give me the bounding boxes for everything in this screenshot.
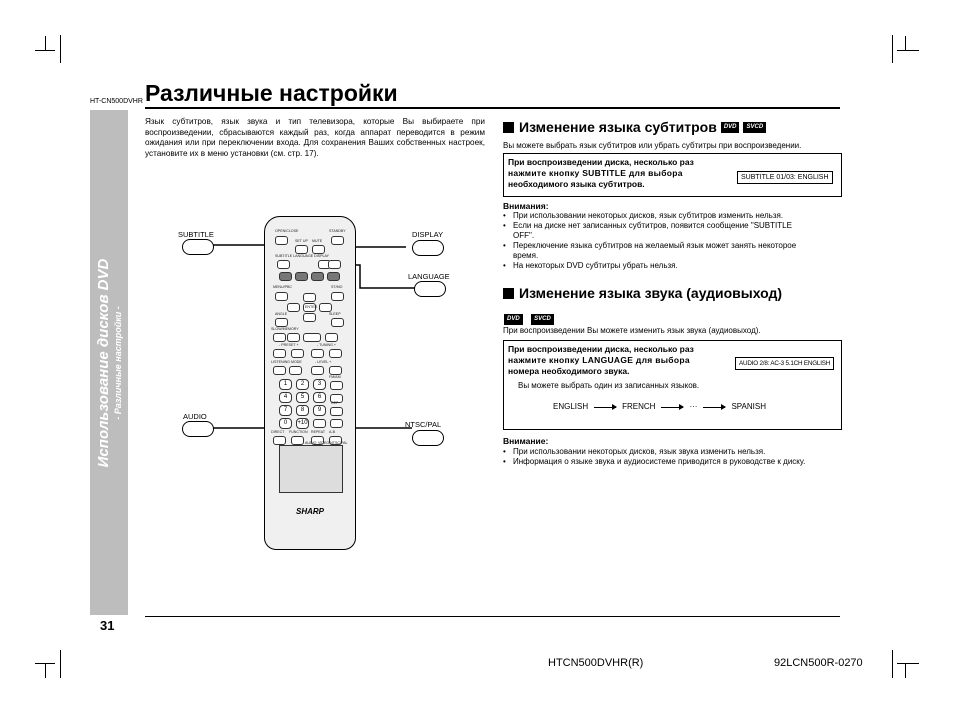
instruction-line: При воспроизведении диска, несколько раз	[508, 344, 694, 354]
note-item: • Переключение языка субтитров на желаемый язык может занять некоторое	[503, 241, 843, 251]
heading-square-icon	[503, 122, 514, 133]
num-key[interactable]: 2	[296, 379, 309, 390]
sidebar-main: Использование дисков DVD	[95, 258, 112, 467]
note-item: • При использовании некоторых дисков, язык субтитров изменить нельзя.	[503, 211, 843, 221]
play-key[interactable]	[303, 333, 321, 342]
subtitle-section-heading	[503, 119, 766, 135]
left-key[interactable]	[287, 303, 300, 312]
ntsc-pal-label: NTSC/PAL	[405, 420, 442, 429]
note-item-cont: OFF".	[513, 231, 535, 240]
angle-key[interactable]	[275, 318, 288, 327]
pause-key[interactable]	[325, 333, 338, 342]
num-key[interactable]: 8	[296, 405, 309, 416]
subtitle-instruction-box	[503, 153, 842, 197]
language-button[interactable]	[414, 281, 446, 297]
key-label: ENTER	[305, 305, 318, 309]
clear-key[interactable]	[313, 419, 326, 428]
key-label: OPEN/CLOSE	[275, 229, 299, 233]
audio-desc: При воспроизведении Вы можете изменить язык звука (аудиовыход).	[503, 326, 761, 335]
note-item: • Если на диске нет записанных субтитров, появится сообщение "SUBTITLE	[503, 221, 843, 231]
instruction-line: нажмите кнопку LANGUAGE для выбора	[508, 355, 690, 365]
rewind-key[interactable]	[291, 349, 304, 358]
flow-english: ENGLISH	[553, 402, 589, 411]
stop-key[interactable]	[287, 333, 300, 342]
skip-back-key[interactable]	[273, 349, 286, 358]
footer-model: HTCN500DVHR(R)	[548, 657, 644, 669]
note-item: • На некоторых DVD субтитры убрать нельзя.	[503, 261, 843, 271]
slow-key[interactable]	[273, 333, 286, 342]
key-label: SET UP	[295, 239, 308, 243]
remote-brand-logo: SHARP	[295, 507, 324, 516]
remote-subtitle-key[interactable]	[277, 260, 290, 269]
svcd-badge: SVCD	[531, 314, 554, 325]
audio-button[interactable]	[182, 421, 214, 437]
num-key[interactable]: 1	[279, 379, 292, 390]
level-up-key[interactable]	[329, 366, 342, 375]
mode-key[interactable]	[289, 366, 302, 375]
key-label: LISTENING	[271, 360, 290, 364]
key-label: MENU/PBC	[273, 285, 292, 289]
key-label: SLOW/MEMORY	[271, 327, 299, 331]
subtitle-button[interactable]	[182, 239, 214, 255]
key-label: VIDEO NTSC/PAL	[318, 441, 348, 445]
mute-key[interactable]	[312, 245, 325, 254]
instruction-line: необходимого языка субтитров.	[508, 179, 645, 189]
down-key[interactable]	[303, 313, 316, 322]
audio-instruction-box	[503, 340, 842, 430]
key-label: DIRECT	[271, 430, 285, 434]
audio-label: AUDIO	[183, 412, 207, 421]
num-key[interactable]: 9	[313, 405, 326, 416]
key-label: MODE	[291, 360, 302, 364]
audio-heading-text: Изменение языка звука (аудиовыход)	[519, 285, 783, 301]
key-label: REPEAT	[311, 430, 326, 434]
audio-badges	[500, 307, 554, 325]
key-label: MUTE	[312, 239, 323, 243]
instruction-line: нажмите кнопку SUBTITLE для выбора	[508, 168, 683, 178]
open-close-key[interactable]	[275, 236, 288, 245]
key-label: FM/AM	[329, 375, 341, 379]
num-key[interactable]: 5	[296, 392, 309, 403]
audio-notes-title: Внимание:	[503, 436, 549, 446]
level-down-key[interactable]	[311, 366, 324, 375]
ntsc-pal-button[interactable]	[412, 430, 444, 446]
set-up-key[interactable]	[295, 245, 308, 254]
up-key[interactable]	[303, 293, 316, 302]
remote-display-key[interactable]	[328, 260, 341, 269]
key-label: SLEEP	[329, 312, 341, 316]
color-key[interactable]	[279, 272, 292, 281]
instruction-line: номера необходимого звука.	[508, 366, 630, 376]
stmo-key[interactable]	[331, 292, 344, 301]
num-key[interactable]: +10	[296, 418, 309, 429]
audio-notes-list	[503, 447, 843, 467]
color-key[interactable]	[295, 272, 308, 281]
key-label: REP	[331, 401, 339, 405]
language-label: LANGUAGE	[408, 272, 450, 281]
display-label: DISPLAY	[412, 230, 444, 239]
audio-choose-text: Вы можете выбрать один из записанных языков.	[518, 381, 700, 390]
arrow-right-icon	[661, 407, 683, 408]
skip-forward-key[interactable]	[329, 349, 342, 358]
color-key[interactable]	[327, 272, 340, 281]
rep-key[interactable]	[330, 407, 343, 416]
right-key[interactable]	[319, 303, 332, 312]
forward-key[interactable]	[311, 349, 324, 358]
direct-key[interactable]	[273, 436, 286, 445]
num-key[interactable]: 4	[279, 392, 292, 403]
key-label: AUDIO	[305, 441, 317, 445]
page-number: 31	[100, 618, 115, 633]
flow-spanish: SPANISH	[731, 402, 766, 411]
svcd-badge: SVCD	[743, 122, 766, 133]
footer-code: 92LCN500R-0270	[774, 657, 863, 669]
sleep-key[interactable]	[331, 318, 344, 327]
side-key[interactable]	[330, 419, 343, 428]
audio-osd-display: AUDIO 2/8: AC-3 5.1CH ENGLISH	[735, 357, 834, 370]
display-button[interactable]	[412, 240, 444, 256]
num-key[interactable]: 7	[279, 405, 292, 416]
num-key[interactable]: 0	[279, 418, 292, 429]
note-item-cont: время.	[513, 251, 539, 260]
subtitle-heading-text: Изменение языка субтитров	[519, 119, 717, 135]
remote-lcd-panel	[279, 445, 343, 493]
listening-key[interactable]	[273, 366, 286, 375]
sidebar-sub: - Различные настройки -	[113, 305, 123, 420]
fm-am-key[interactable]	[330, 381, 343, 390]
subtitle-desc: Вы можете выбрать язык субтитров или убрать субтитры при воспроизведении.	[503, 141, 802, 150]
dvd-badge: DVD	[504, 314, 523, 325]
model-label: HT-CN500DVHR	[90, 98, 143, 105]
function-key[interactable]	[291, 436, 304, 445]
key-label: - LEVEL +	[315, 360, 332, 364]
num-key[interactable]: 6	[313, 392, 326, 403]
dvd-badge: DVD	[721, 122, 740, 133]
standby-key[interactable]	[331, 236, 344, 245]
num-key[interactable]: 3	[313, 379, 326, 390]
flow-ellipsis: ···	[689, 402, 698, 411]
menu-key[interactable]	[275, 292, 288, 301]
language-flow	[553, 402, 766, 412]
key-label: STANDBY	[329, 229, 346, 233]
intro-paragraph: Язык субтитров, язык звука и тип телевизора, которые Вы выбираете при воспроизведении, сбрасываются каждый раз, когда аппарат переводится в режим ожидания или при переключении входа. Для сохранения Ваших собственных настроек, установите их в меню установки (см. стр. 17).	[145, 117, 485, 159]
arrow-right-icon	[594, 407, 616, 408]
flow-french: FRENCH	[622, 402, 656, 411]
key-label: SUBTITLE LANGUAGE DISPLAY	[275, 254, 330, 258]
note-item: • При использовании некоторых дисков, язык звука изменить нельзя.	[503, 447, 843, 457]
instruction-line: При воспроизведении диска, несколько раз	[508, 157, 694, 167]
heading-square-icon	[503, 288, 514, 299]
subtitle-notes-title: Внимания:	[503, 201, 549, 211]
page-title: Различные настройки	[145, 80, 398, 106]
note-item: • Информация о языке звука и аудиосистеме приводится в руководстве к диску.	[503, 457, 843, 467]
audio-instruction	[508, 344, 734, 377]
remote-control	[264, 216, 356, 550]
subtitle-label: SUBTITLE	[178, 230, 214, 239]
key-label: A-B	[329, 430, 335, 434]
arrow-right-icon	[703, 407, 725, 408]
key-label: ST/MO	[331, 285, 343, 289]
key-label: FUNCTION	[289, 430, 308, 434]
audio-section-heading	[503, 285, 782, 301]
key-label: - TUNING +	[317, 343, 337, 347]
color-key[interactable]	[311, 272, 324, 281]
key-label: - PRESET +	[279, 343, 299, 347]
subtitle-notes-list	[503, 211, 843, 271]
subtitle-instruction	[508, 157, 734, 190]
key-label: ANGLE	[275, 312, 288, 316]
subtitle-osd-display: SUBTITLE 01/03: ENGLISH	[737, 171, 833, 184]
